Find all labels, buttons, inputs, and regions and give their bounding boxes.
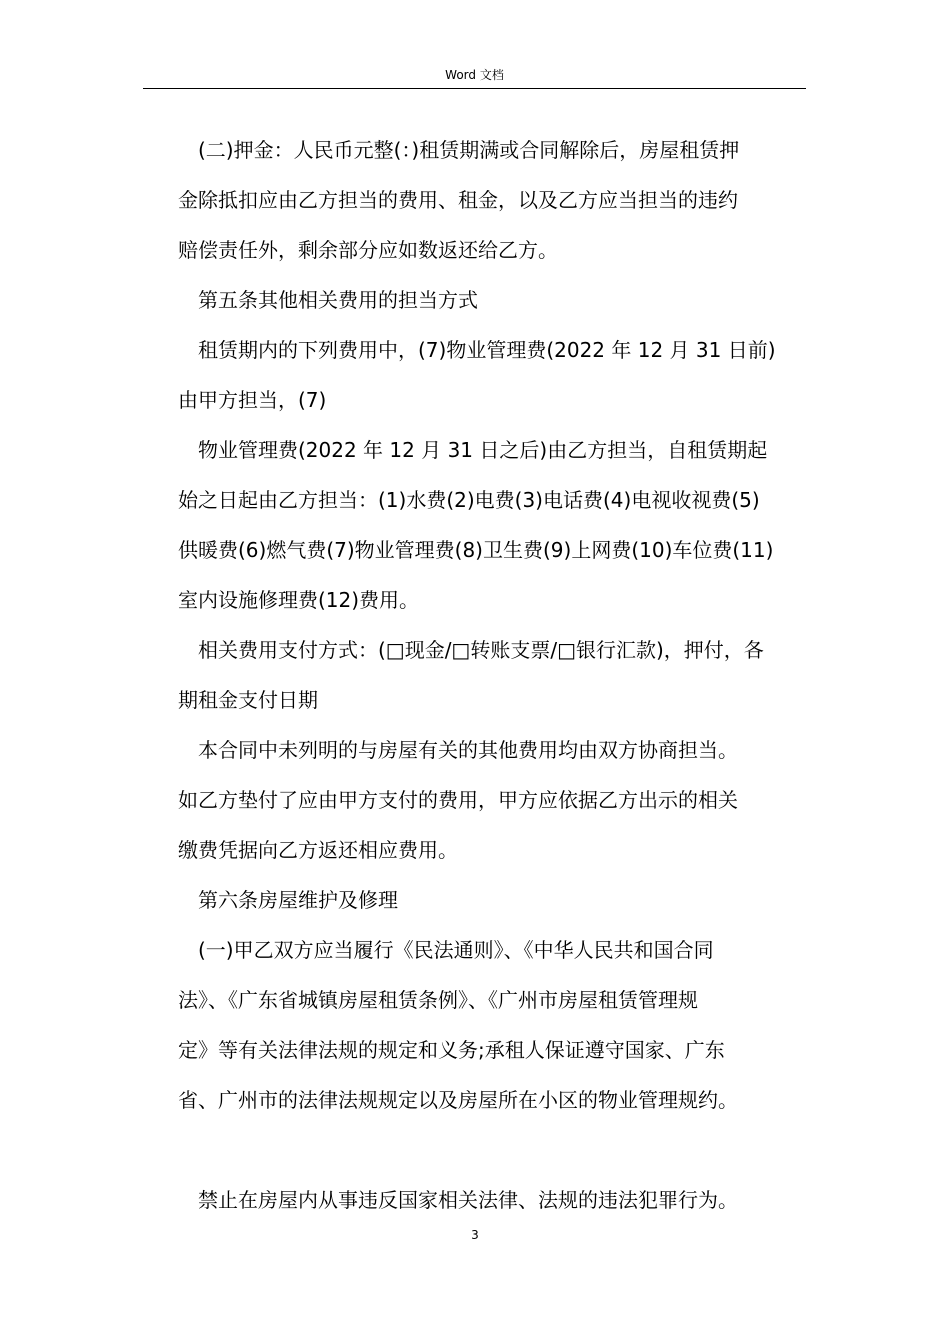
paragraph-line: 如乙方垫付了应由甲方支付的费用，甲方应依据乙方出示的相关 xyxy=(178,788,738,812)
paragraph-line: 物业管理费(2022 年 12 月 31 日之后)由乙方担当，自租赁期起 xyxy=(198,438,768,462)
page-header xyxy=(143,66,806,89)
paragraph-line: 法》、《广东省城镇房屋租赁条例》、《广州市房屋租赁管理规 xyxy=(178,988,698,1012)
paragraph-line: 期租金支付日期 xyxy=(178,688,318,712)
paragraph-line: 室内设施修理费(12)费用。 xyxy=(178,588,420,612)
paragraph-line: 租赁期内的下列费用中，(7)物业管理费(2022 年 12 月 31 日前) xyxy=(198,338,776,362)
paragraph-line: 金除抵扣应由乙方担当的费用、租金，以及乙方应当担当的违约 xyxy=(178,188,738,212)
paragraph-line: 禁止在房屋内从事违反国家相关法律、法规的违法犯罪行为。 xyxy=(198,1188,738,1212)
paragraph-line: 缴费凭据向乙方返还相应费用。 xyxy=(178,838,458,862)
paragraph-line: 本合同中未列明的与房屋有关的其他费用均由双方协商担当。 xyxy=(198,738,738,762)
document-body xyxy=(178,125,808,1225)
section-heading: 第六条房屋维护及修理 xyxy=(198,888,398,912)
paragraph-line: 供暖费(6)燃气费(7)物业管理费(8)卫生费(9)上网费(10)车位费(11) xyxy=(178,538,774,562)
paragraph-line: 定》等有关法律法规的规定和义务;承租人保证遵守国家、广东 xyxy=(178,1038,725,1062)
section-heading: 第五条其他相关费用的担当方式 xyxy=(198,288,478,312)
paragraph-line: 由甲方担当，(7) xyxy=(178,388,327,412)
paragraph-line: 省、广州市的法律法规规定以及房屋所在小区的物业管理规约。 xyxy=(178,1088,738,1112)
paragraph-line: 始之日起由乙方担当：(1)水费(2)电费(3)电话费(4)电视收视费(5) xyxy=(178,488,760,512)
paragraph-line: 赔偿责任外，剩余部分应如数返还给乙方。 xyxy=(178,238,558,262)
page-number: 3 xyxy=(471,1228,479,1242)
header-title: Word 文档 xyxy=(445,68,504,82)
paragraph-line: (一)甲乙双方应当履行《民法通则》、《中华人民共和国合同 xyxy=(198,938,714,962)
paragraph-gap xyxy=(178,1125,808,1175)
paragraph-line: (二)押金：人民币元整(：)租赁期满或合同解除后，房屋租赁押 xyxy=(198,138,740,162)
paragraph-line: 相关费用支付方式：(□现金/□转账支票/□银行汇款)，押付，各 xyxy=(198,638,764,662)
